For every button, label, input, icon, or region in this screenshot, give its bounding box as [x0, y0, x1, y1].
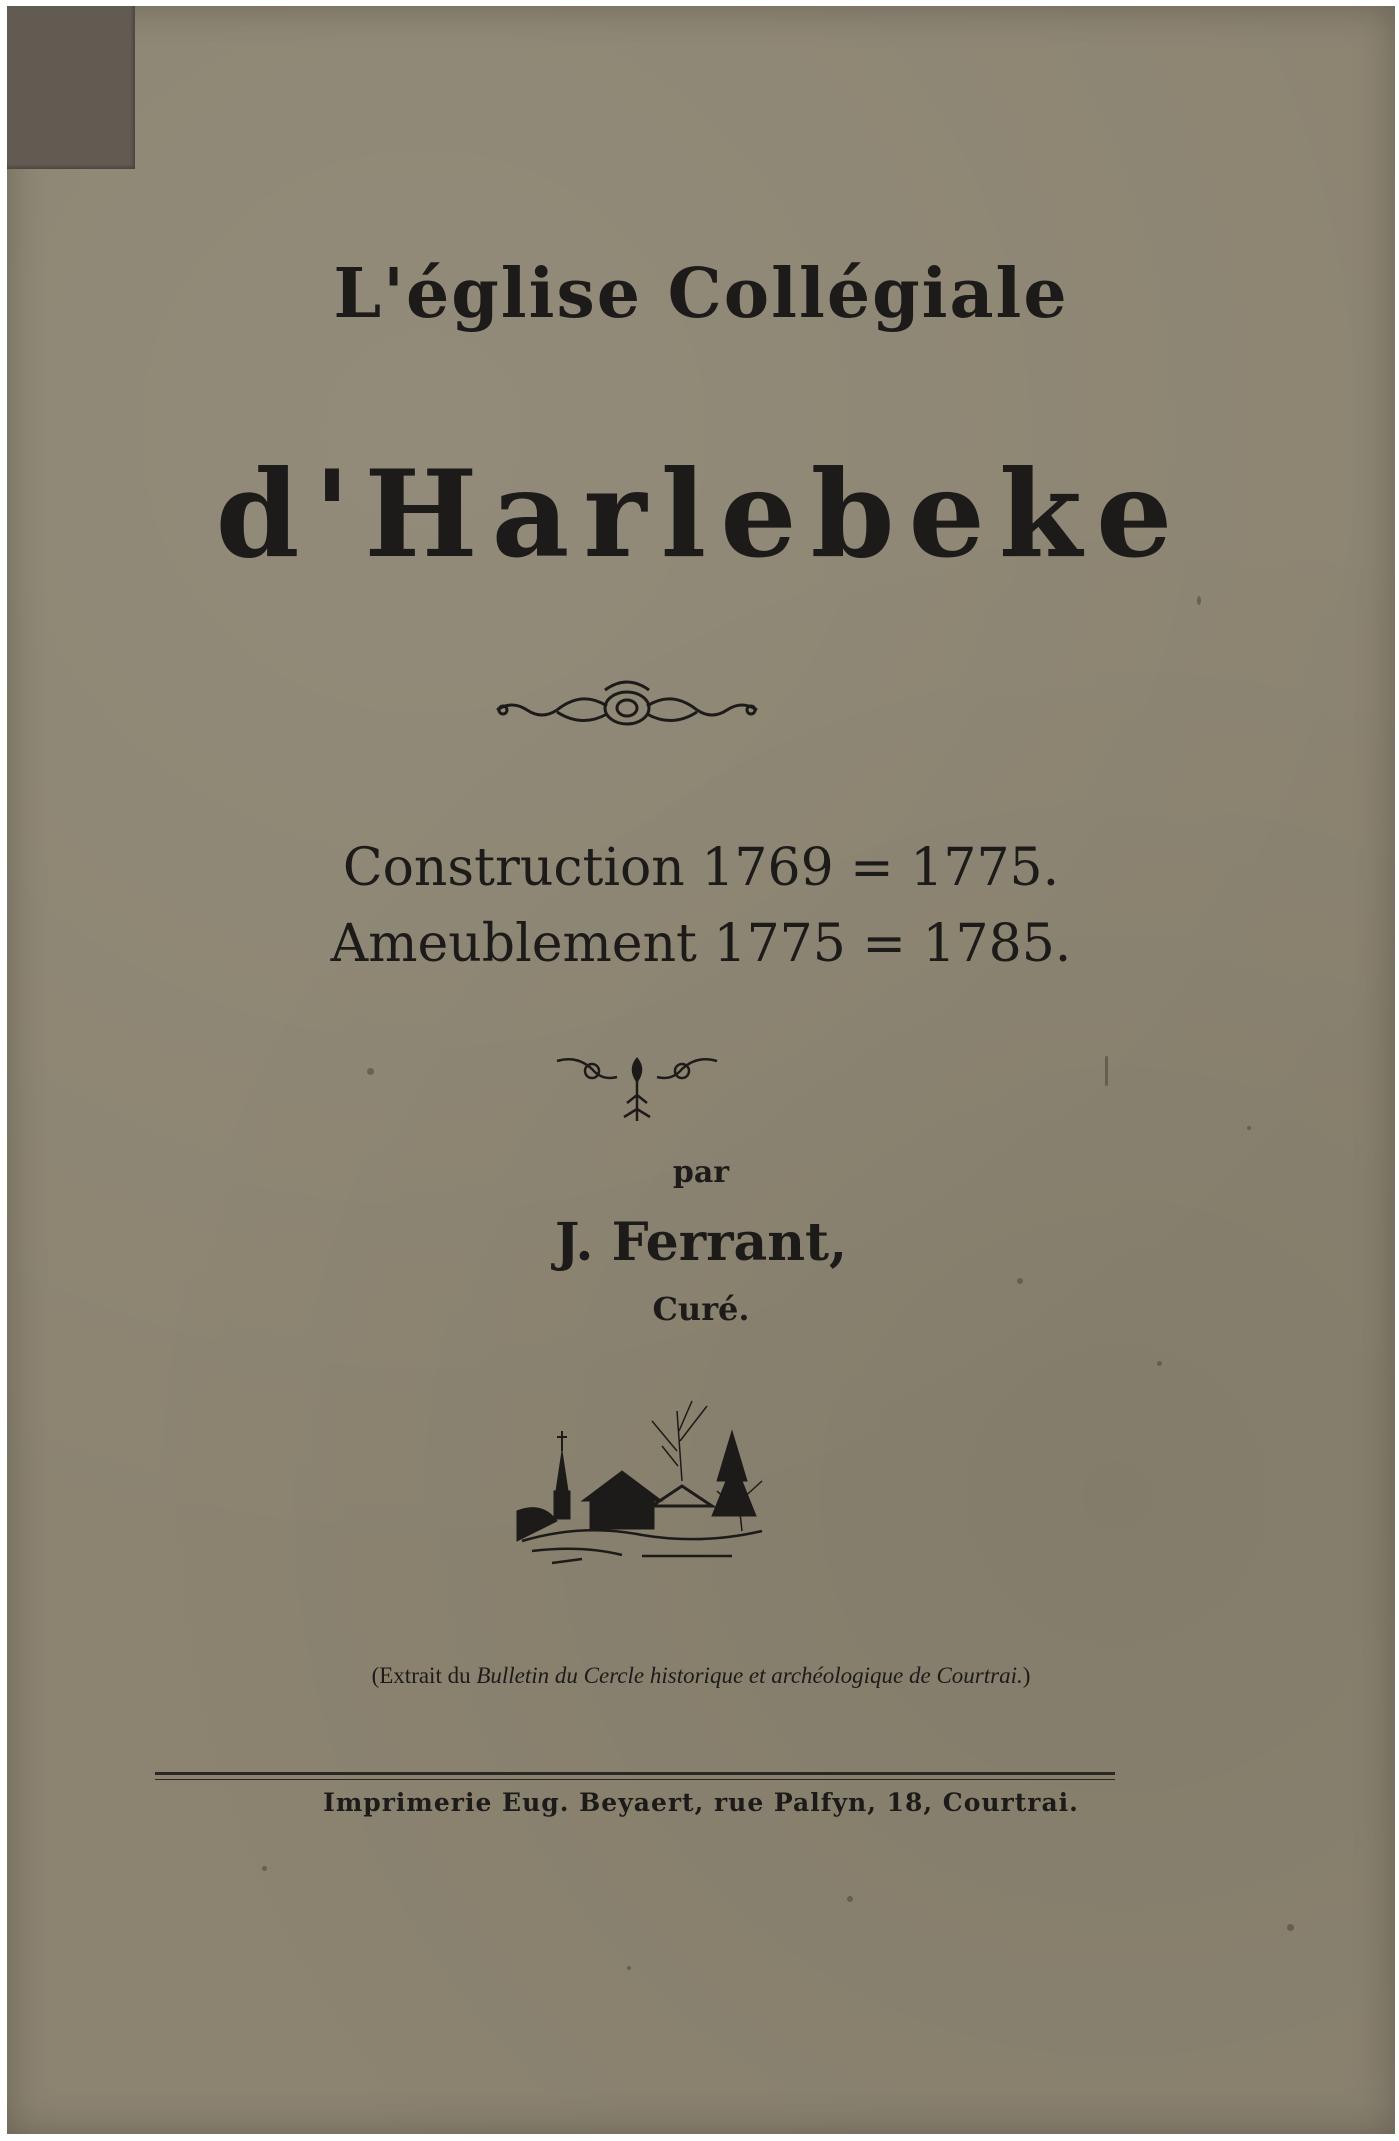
church-landscape-vignette [512, 1391, 772, 1576]
title-line-1: L'église Collégiale [333, 254, 1069, 334]
paper-speck [1105, 1056, 1108, 1086]
floral-ornament [552, 1051, 722, 1136]
printer-imprint: Imprimerie Eug. Beyaert, rue Palfyn, 18, Courtrai. [323, 1788, 1079, 1817]
paper-speck [367, 1068, 374, 1075]
author-role: Curé. [652, 1290, 750, 1328]
title-line-2: d'Harlebeke [215, 444, 1187, 585]
printer-rule-top [155, 1772, 1115, 1775]
paper-speck [847, 1896, 853, 1902]
book-cover [7, 6, 1395, 2134]
extract-note [7, 1663, 1395, 1689]
extract-suffix: ) [1022, 1663, 1031, 1688]
by-word: par [672, 1155, 730, 1190]
scroll-ornament [487, 678, 767, 738]
paper-speck [1247, 1126, 1251, 1130]
printer-rule-bottom [155, 1779, 1115, 1780]
paper-speck [1197, 596, 1201, 605]
extract-bulletin-title: Bulletin du Cercle historique et archéologique de Courtrai. [476, 1663, 1023, 1688]
paper-speck [262, 1866, 267, 1871]
paper-speck [1157, 1361, 1162, 1366]
subtitle-construction: Construction 1769 = 1775. [342, 838, 1060, 898]
paper-speck [1017, 1278, 1023, 1284]
subtitle-ameublement: Ameublement 1775 = 1785. [330, 914, 1072, 974]
label-patch [7, 6, 135, 169]
extract-prefix: (Extrait du [371, 1663, 477, 1688]
paper-speck [1287, 1924, 1294, 1931]
author-name: J. Ferrant, [554, 1212, 848, 1273]
paper-speck [627, 1966, 631, 1970]
